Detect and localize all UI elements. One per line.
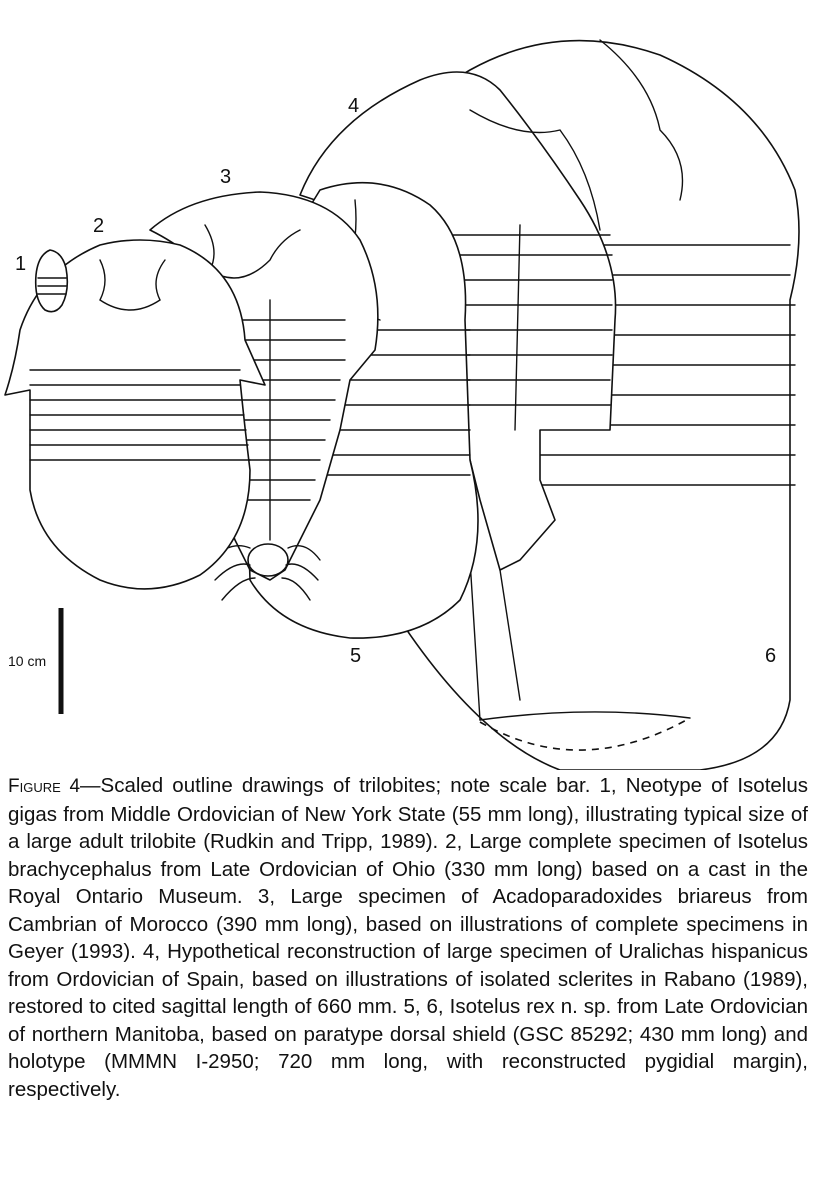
figure-caption [8, 772, 808, 1103]
caption-text: —Scaled outline drawings of trilobites; note scale bar. 1, Neotype of Isotelus gigas from Middle Ordovician of New York State (55 mm long), illustrating typical size of a large adult trilobite (Rudkin and Tripp, 1989). 2, Large complete specimen of Isotelus brachycephalus from Late Ordovician of Ohio (330 mm long) based on a cast in the Royal Ontario Museum. 3, Large specimen of Acadoparadoxides briareus from Cambrian of Morocco (390 mm long), based on illustrations of complete specimens in Geyer (1993). 4, Hypothetical reconstruction of large specimen of Uralichas hispanicus from Ordovician of Spain, based on illustrations of isolated sclerites in Rabano (1989), restored to cited sagittal length of 660 mm. 5, 6, Isotelus rex n. sp. from Late Ordovician of northern Manitoba, based on paratype dorsal shield (GSC 85292; 430 mm long) and holotype (MMMN I-2950; 720 mm long, with reconstructed pygidial margin), respectively. [8, 774, 808, 1101]
specimen-label-3: 3 [220, 166, 232, 188]
figure-number: Figure 4 [8, 776, 81, 797]
specimen-label-2: 2 [93, 215, 105, 237]
specimen-label-5: 5 [350, 645, 362, 667]
specimen-label-6: 6 [765, 645, 777, 667]
scale-bar-label: 10 cm [8, 653, 47, 669]
specimen-1-outline [36, 250, 68, 312]
specimen-label-4: 4 [348, 95, 360, 117]
specimen-label-1: 1 [15, 253, 27, 275]
